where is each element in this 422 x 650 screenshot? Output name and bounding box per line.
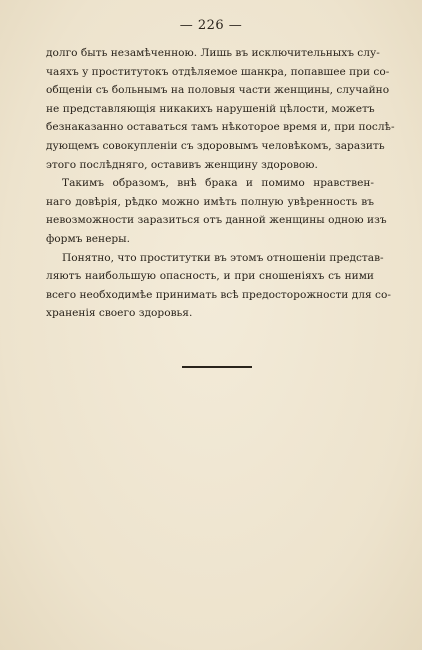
text-line: всего необходимѣе принимать всѣ предосторожности для со- bbox=[46, 288, 391, 301]
text-line: храненія своего здоровья. bbox=[46, 307, 193, 320]
text-line: невозможности заразиться отъ данной женщины одною изъ bbox=[46, 214, 387, 227]
paragraph-1 bbox=[46, 44, 395, 174]
text-line: безнаказанно оставаться тамъ нѣкоторое время и, при послѣ- bbox=[46, 121, 395, 134]
section-end-rule bbox=[182, 366, 252, 368]
paragraph-2 bbox=[46, 174, 387, 248]
text-line: формъ венеры. bbox=[46, 232, 130, 245]
text-line: этого послѣдняго, оставивъ женщину здоровою. bbox=[46, 158, 318, 171]
body-text bbox=[46, 44, 395, 323]
text-line: ляютъ наибольшую опасность, и при сношеніяхъ съ ними bbox=[46, 270, 374, 283]
text-line: общеніи съ больнымъ на половыя части женщины, случайно bbox=[46, 84, 390, 97]
text-line: долго быть незамѣченною. Лишь въ исключительныхъ слу- bbox=[46, 47, 380, 59]
paragraph-3 bbox=[46, 249, 391, 323]
text-line: Понятно, что проститутки въ этомъ отношеніи представ- bbox=[62, 251, 384, 264]
text-line: дующемъ совокупленіи съ здоровымъ человѣкомъ, заразить bbox=[46, 139, 385, 152]
text-line: Такимъ образомъ, внѣ брака и помимо нравствен- bbox=[62, 177, 374, 190]
page-number: — 226 — bbox=[179, 18, 243, 33]
text-line: наго довѣрія, рѣдко можно имѣть полную увѣренность въ bbox=[46, 195, 374, 208]
text-line: не представляющія никакихъ нарушеній цѣлости, можетъ bbox=[46, 102, 375, 115]
text-line: чаяхъ у проститутокъ отдѣляемое шанкра, попавшее при со- bbox=[46, 65, 390, 78]
